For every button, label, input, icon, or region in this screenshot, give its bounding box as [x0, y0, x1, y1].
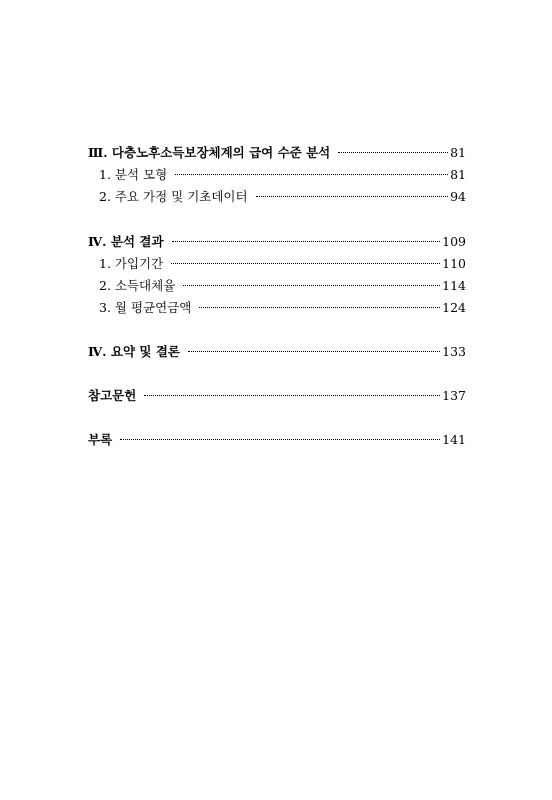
spacer [88, 363, 466, 385]
toc-entry-title: Ⅲ. 다층노후소득보장체계의 급여 수준 분석 [88, 145, 331, 160]
toc-page-number: 133 [442, 344, 466, 359]
toc-entry-title: 2. 소득대체율 [99, 278, 176, 293]
toc-entry-chapter-5[interactable] [88, 341, 466, 363]
toc-entry-appendix[interactable] [88, 429, 466, 451]
toc-page-number: 81 [450, 145, 466, 160]
table-of-contents [88, 142, 466, 451]
dot-leader [175, 174, 448, 175]
dot-leader [199, 307, 440, 308]
toc-entry-3-1[interactable] [88, 164, 466, 186]
toc-entry-title: Ⅳ. 분석 결과 [88, 234, 164, 249]
toc-page-number: 124 [442, 300, 466, 315]
toc-page-number: 110 [442, 256, 466, 271]
dot-leader [171, 263, 440, 264]
toc-entry-title: 2. 주요 가정 및 기초데이터 [99, 189, 248, 204]
toc-entry-3-2[interactable] [88, 186, 466, 208]
toc-page-number: 114 [442, 278, 466, 293]
toc-page-number: 137 [442, 388, 466, 403]
toc-entry-title: 1. 가입기간 [99, 256, 164, 271]
dot-leader [183, 285, 440, 286]
spacer [88, 407, 466, 429]
spacer [88, 319, 466, 341]
toc-entry-title: 부록 [88, 432, 113, 447]
dot-leader [172, 241, 441, 242]
toc-entry-4-3[interactable] [88, 297, 466, 319]
toc-page-number: 81 [450, 167, 466, 182]
spacer [88, 208, 466, 231]
toc-entry-references[interactable] [88, 385, 466, 407]
toc-entry-title: 3. 월 평균연금액 [99, 300, 192, 315]
dot-leader [120, 439, 440, 440]
toc-entry-chapter-3[interactable] [88, 142, 466, 164]
toc-entry-4-2[interactable] [88, 275, 466, 297]
dot-leader [256, 196, 449, 197]
dot-leader [144, 395, 440, 396]
toc-page-number: 109 [442, 234, 466, 249]
dot-leader [188, 351, 440, 352]
toc-entry-title: 참고문헌 [88, 388, 137, 403]
toc-entry-4-1[interactable] [88, 253, 466, 275]
dot-leader [338, 152, 448, 153]
toc-page-number: 94 [450, 189, 466, 204]
toc-entry-title: Ⅳ. 요약 및 결론 [88, 344, 180, 359]
toc-page-number: 141 [442, 432, 466, 447]
toc-entry-title: 1. 분석 모형 [99, 167, 168, 182]
toc-entry-chapter-4[interactable] [88, 231, 466, 253]
